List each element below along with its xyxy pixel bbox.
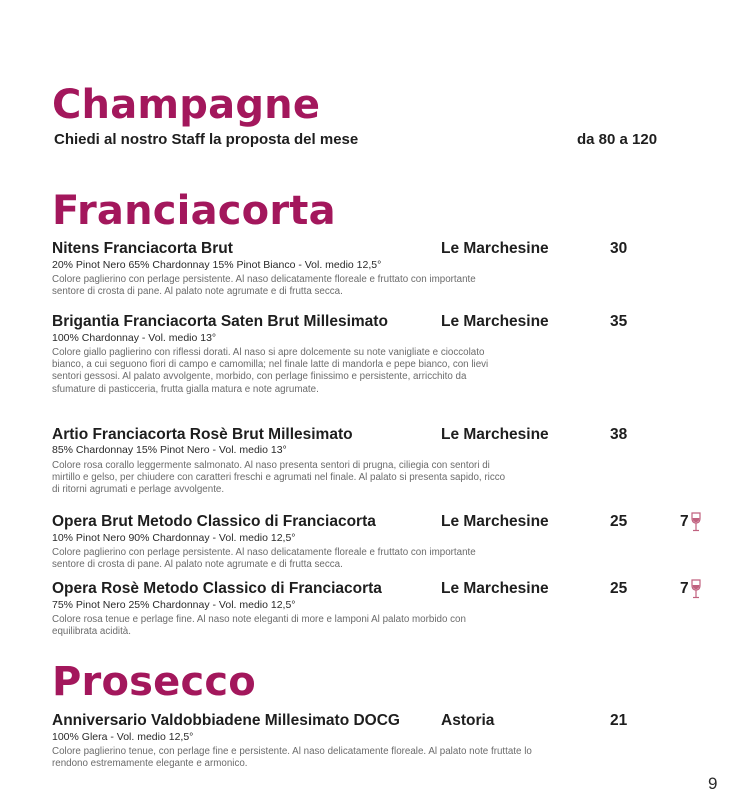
wine-grapes: 100% Chardonnay - Vol. medio 13° <box>52 332 217 344</box>
wine-producer: Le Marchesine <box>441 513 549 530</box>
wine-grapes: 20% Pinot Nero 65% Chardonnay 15% Pinot Bianco - Vol. medio 12,5° <box>52 259 382 271</box>
wine-price: 38 <box>610 426 628 443</box>
glass-price-value: 7 <box>680 580 689 597</box>
wine-producer: Le Marchesine <box>441 580 549 597</box>
wine-name: Nitens Franciacorta Brut <box>52 240 233 257</box>
franciacorta-title: Franciacorta <box>52 188 336 234</box>
wine-producer: Le Marchesine <box>441 313 549 330</box>
prosecco-title: Prosecco <box>52 659 256 705</box>
wine-description: Colore paglierino con perlage persistente. Al naso delicatamente floreale e fruttato con importante sentore di crosta di pane. Al palato note agrumate e di frutta secca. <box>52 274 476 298</box>
wine-producer: Le Marchesine <box>441 240 549 257</box>
wine-glass-price <box>680 580 702 599</box>
wine-name: Artio Franciacorta Rosè Brut Millesimato <box>52 426 353 443</box>
wine-name: Opera Brut Metodo Classico di Franciacorta <box>52 513 376 530</box>
wine-grapes: 10% Pinot Nero 90% Chardonnay - Vol. medio 12,5° <box>52 532 296 544</box>
wine-description: Colore rosa corallo leggermente salmonato. Al naso presenta sentori di prugna, ciliegia con sentori di mirtillo e gelso, per chiudere con caratteri freschi e agrumati nel finale. Al palato si presenta sapido, ricco di ritorni agrumati e perlage avvolgente. <box>52 460 506 496</box>
wine-price: 21 <box>610 712 628 729</box>
glass-price-value: 7 <box>680 513 689 530</box>
wine-glass-price <box>680 513 702 532</box>
wine-name: Opera Rosè Metodo Classico di Franciacorta <box>52 580 382 597</box>
wine-producer: Astoria <box>441 712 495 729</box>
wine-price: 25 <box>610 513 628 530</box>
wine-name: Brigantia Franciacorta Saten Brut Millesimato <box>52 313 388 330</box>
wine-price: 35 <box>610 313 628 330</box>
wine-description: Colore rosa tenue e perlage fine. Al naso note eleganti di more e lamponi Al palato morbido con equilibrata acidità. <box>52 614 466 638</box>
page-number: 9 <box>708 774 718 793</box>
wine-description: Colore paglierino con perlage persistente. Al naso delicatamente floreale e fruttato con importante sentore di crosta di pane. Al palato note agrumate e di frutta secca. <box>52 547 476 571</box>
wine-producer: Le Marchesine <box>441 426 549 443</box>
wine-price: 30 <box>610 240 628 257</box>
champagne-promo-price: da 80 a 120 <box>577 131 658 148</box>
wine-grapes: 85% Chardonnay 15% Pinot Nero - Vol. medio 13° <box>52 444 287 456</box>
wine-grapes: 100% Glera - Vol. medio 12,5° <box>52 731 194 743</box>
champagne-promo-text: Chiedi al nostro Staff la proposta del mese <box>54 131 359 148</box>
wine-description: Colore paglierino tenue, con perlage fine e persistente. Al naso delicatamente floreale. Al palato note fruttate lo rendono estremamente elegante e armonico. <box>52 746 532 770</box>
wine-glass-icon <box>690 512 702 532</box>
wine-name: Anniversario Valdobbiadene Millesimato DOCG <box>52 712 400 729</box>
wine-price: 25 <box>610 580 628 597</box>
wine-grapes: 75% Pinot Nero 25% Chardonnay - Vol. medio 12,5° <box>52 599 296 611</box>
champagne-title: Champagne <box>52 82 321 128</box>
wine-description: Colore giallo paglierino con riflessi dorati. Al naso si apre dolcemente su note vanigliate e cioccolato bianco, a cui seguono fiori di campo e camomilla; nel finale latte di mandorla e pepe bianco, con lievi sentori gessosi. Al palato avvolgente, morbido, con perlage finissimo e persistente, arricchito da sfumature di pasticceria, frutta gialla matura e note agrumate. <box>52 347 489 395</box>
wine-glass-icon <box>690 579 702 599</box>
